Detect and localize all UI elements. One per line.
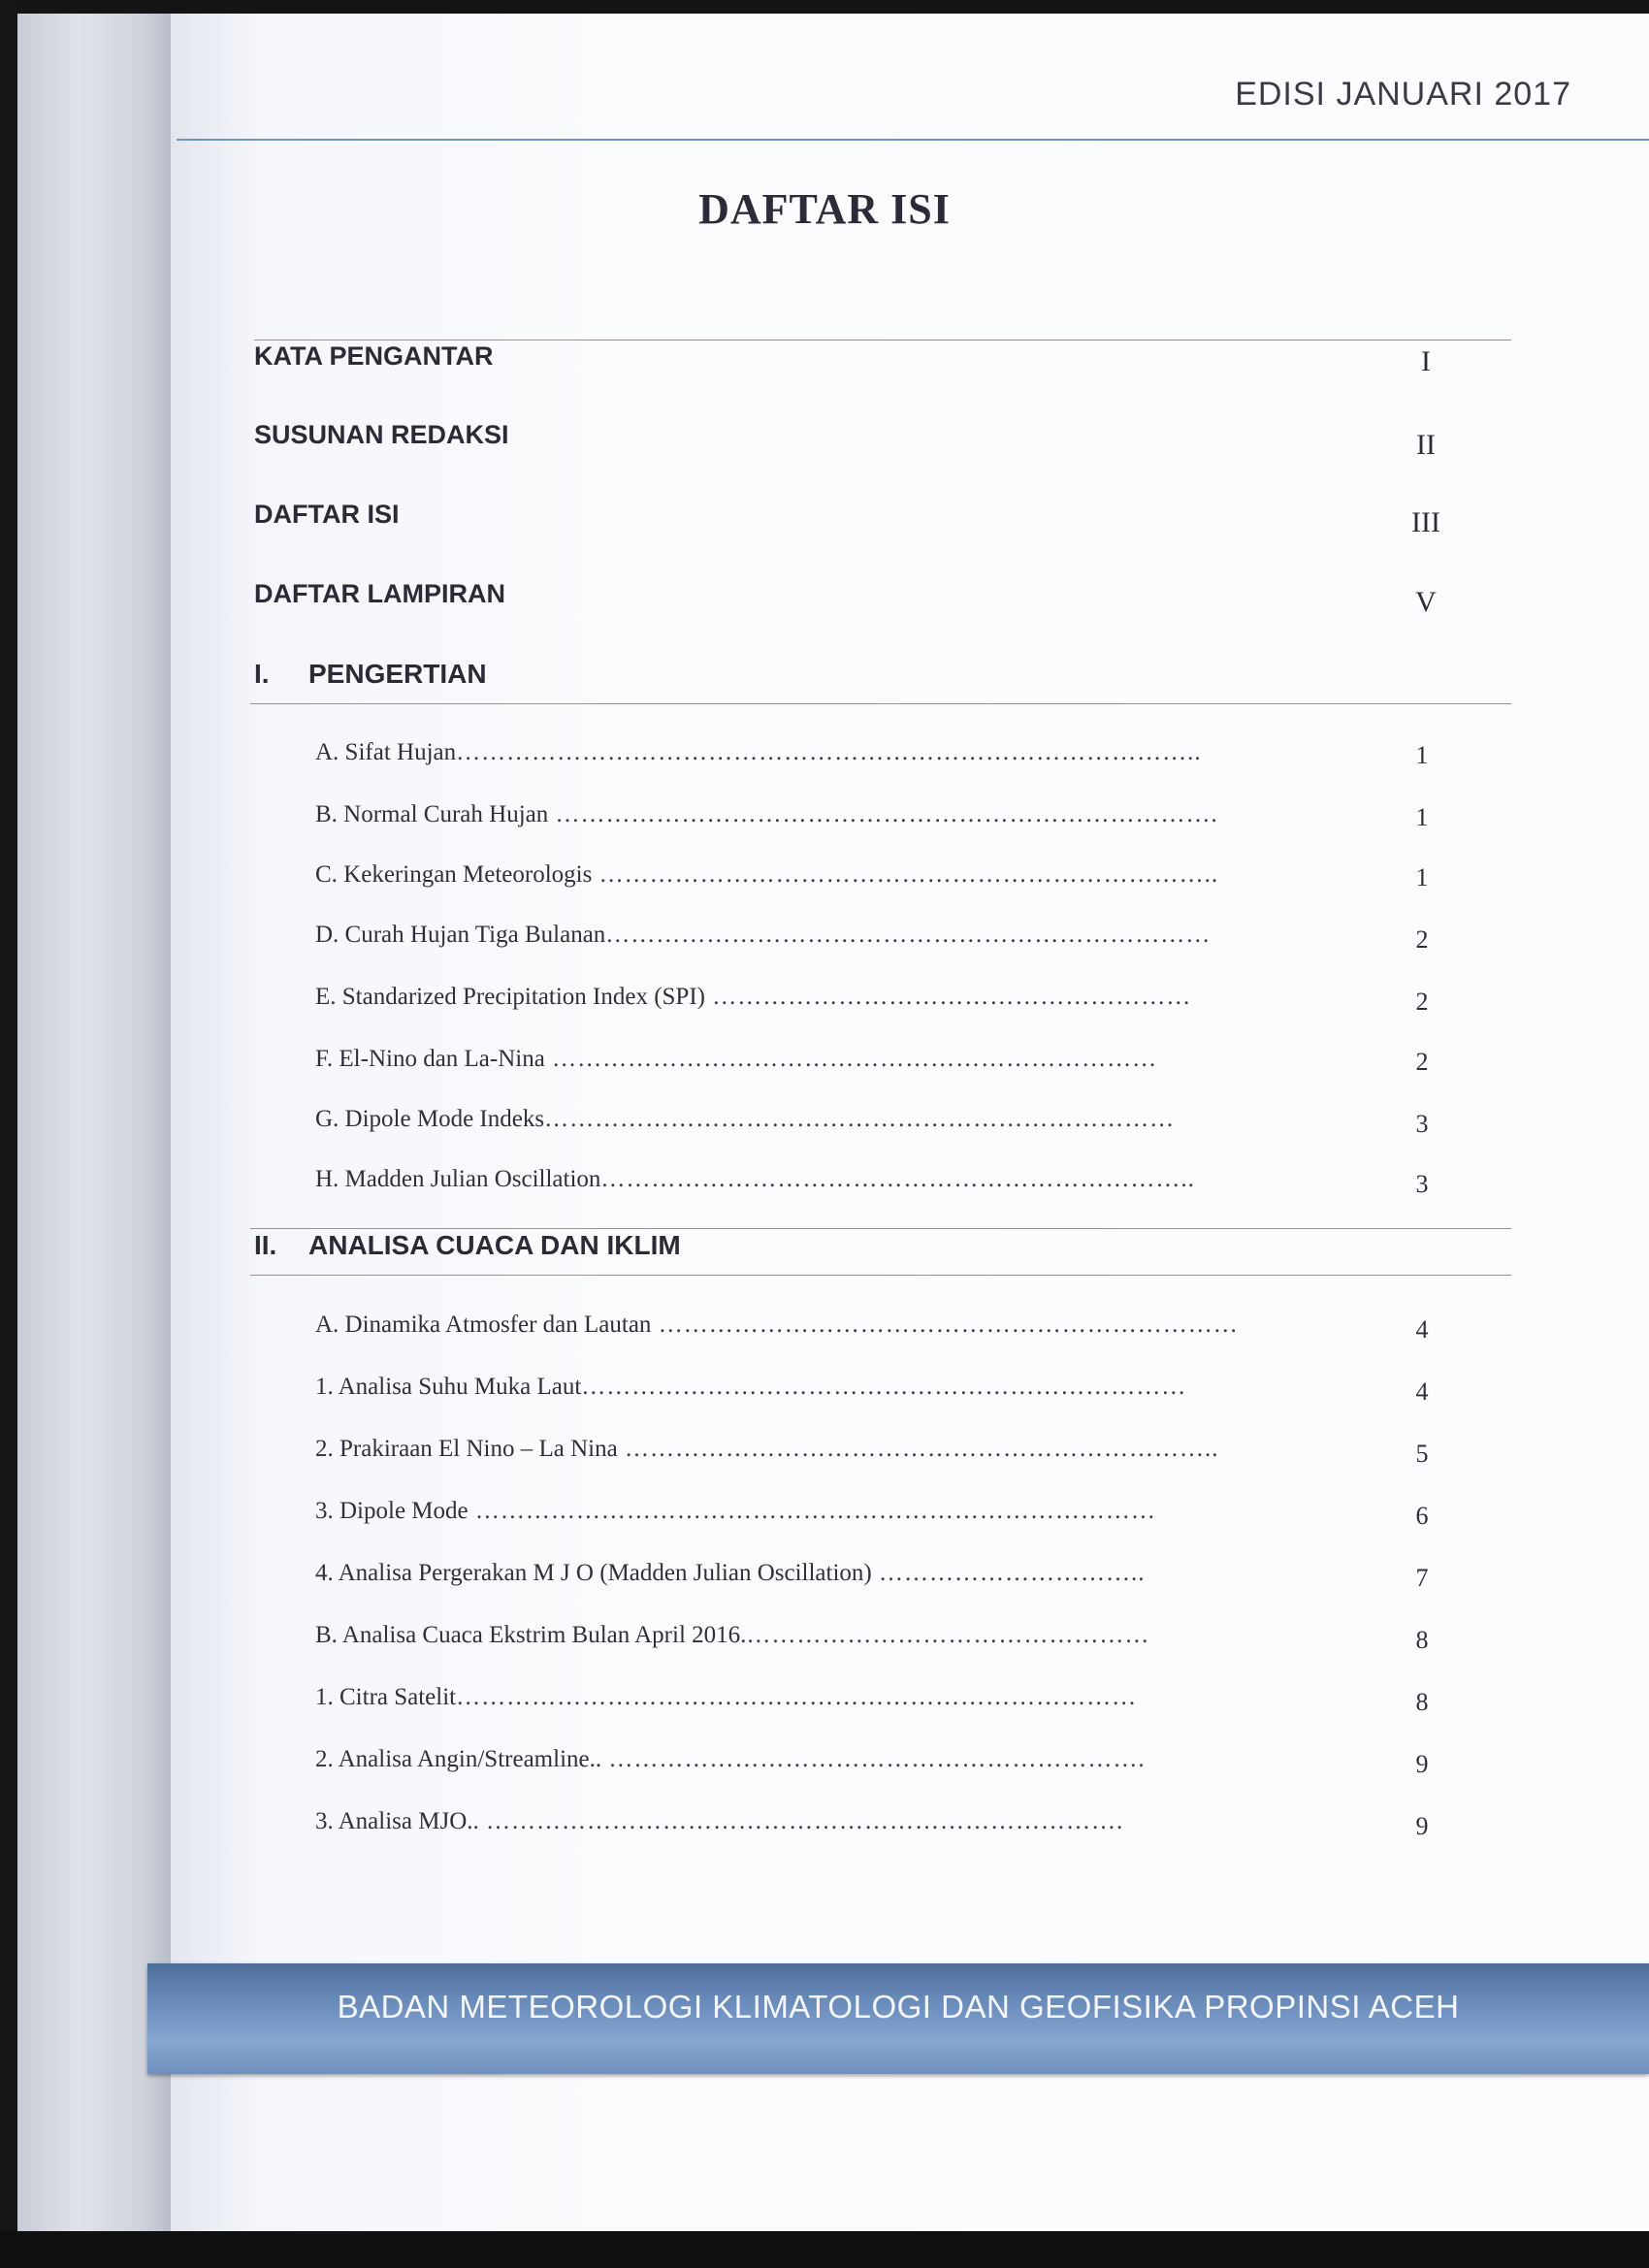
toc-item-page: 2 [1415,988,1429,1016]
toc-item-page: 1 [1415,803,1429,831]
scan-edge-left [0,0,17,2268]
toc-entry-page: III [1411,506,1440,538]
section-number: II. [254,1230,277,1260]
section-divider [250,703,1511,704]
section-divider [250,1228,1511,1229]
toc-item[interactable]: A. Sifat Hujan…………………………………………………………………………….. [315,739,1202,765]
toc-entry-page: I [1421,345,1431,377]
header-rule [177,139,1649,141]
toc-item[interactable]: 2. Prakiraan El Nino – La Nina …………………………………………………………….. [315,1436,1219,1462]
toc-item-page: 1 [1415,741,1429,769]
toc-item[interactable]: G. Dipole Mode Indeks………………………………………………………………… [315,1106,1176,1132]
toc-entry-page: V [1415,586,1437,618]
toc-item[interactable]: 1. Analisa Suhu Muka Laut……………………………………………………………… [315,1374,1187,1400]
toc-item-page: 6 [1415,1502,1429,1530]
toc-item[interactable]: 4. Analisa Pergerakan M J O (Madden Julian Oscillation) ………………………….. [315,1560,1146,1586]
toc-item-page: 5 [1415,1440,1429,1468]
section-title[interactable]: ANALISA CUACA DAN IKLIM [308,1230,681,1260]
toc-item-page: 8 [1415,1626,1429,1654]
toc-entry-label[interactable]: DAFTAR ISI [254,500,400,529]
section-title[interactable]: PENGERTIAN [308,659,487,689]
toc-item-page: 2 [1415,1048,1429,1076]
toc-entry-label[interactable]: KATA PENGANTAR [254,341,494,371]
edition-label: EDISI JANUARI 2017 [1235,76,1571,113]
toc-item[interactable]: C. Kekeringan Meteorologis ……………………………………………………………….. [315,861,1219,888]
toc-item-page: 1 [1415,863,1429,891]
book-spine [17,14,173,2231]
toc-entry-label[interactable]: DAFTAR LAMPIRAN [254,579,505,608]
toc-item[interactable]: E. Standarized Precipitation Index (SPI) ………………………………………………… [315,984,1192,1010]
toc-item-page: 3 [1415,1170,1429,1198]
toc-entry-page: II [1416,429,1436,461]
scan-edge-bottom [0,2231,1649,2268]
page-title: DAFTAR ISI [698,185,951,233]
toc-entry-label[interactable]: SUSUNAN REDAKSI [254,420,509,449]
section-number: I. [254,659,270,689]
toc-item[interactable]: 2. Analisa Angin/Streamline.. ………………………………………………………. [315,1746,1146,1772]
section-divider [250,1275,1511,1276]
toc-item[interactable]: H. Madden Julian Oscillation…………………………………………………………….. [315,1166,1195,1192]
scan-edge-top [0,0,1649,14]
toc-item[interactable]: 3. Analisa MJO.. …………………………………………………………………. [315,1808,1124,1834]
toc-item-page: 9 [1415,1812,1429,1840]
toc-item[interactable]: B. Analisa Cuaca Ekstrim Bulan April 2016.………………………………………… [315,1622,1150,1648]
toc-item[interactable]: B. Normal Curah Hujan ……………………………………………………………………. [315,801,1218,827]
toc-item-page: 4 [1415,1315,1429,1344]
toc-item-page: 3 [1415,1110,1429,1138]
footer-organization-text: BADAN METEOROLOGI KLIMATOLOGI DAN GEOFISIKA PROPINSI ACEH [337,1989,1460,2025]
toc-item[interactable]: D. Curah Hujan Tiga Bulanan……………………………………………………………… [315,922,1212,948]
toc-item-page: 2 [1415,925,1429,954]
toc-item[interactable]: 1. Citra Satelit……………………………………………………………………… [315,1684,1138,1710]
toc-item-page: 4 [1415,1377,1429,1406]
toc-item-page: 7 [1415,1564,1429,1592]
toc-item[interactable]: 3. Dipole Mode ……………………………………………………………………… [315,1498,1156,1524]
toc-item[interactable]: A. Dinamika Atmosfer dan Lautan …………………………………………………………… [315,1312,1239,1338]
toc-item-page: 8 [1415,1688,1429,1716]
toc-item[interactable]: F. El-Nino dan La-Nina ……………………………………………………………… [315,1046,1158,1072]
toc-item-page: 9 [1415,1750,1429,1778]
